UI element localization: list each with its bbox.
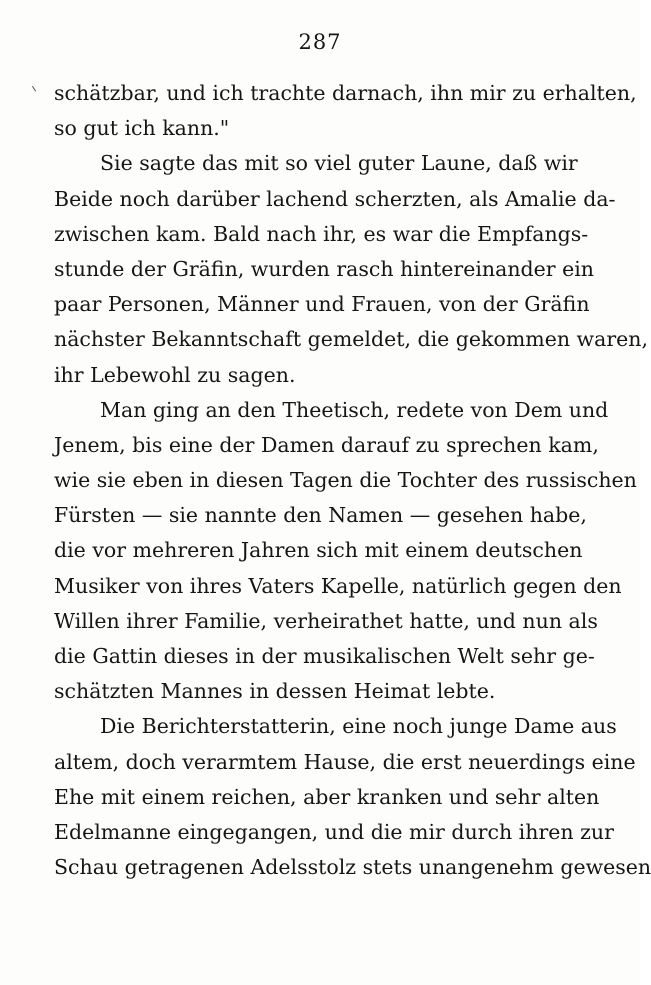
text-line: nächster Bekanntschaft gemeldet, die gekommen waren, — [54, 327, 648, 352]
text-line: Edelmanne eingegangen, und die mir durch ihren zur — [54, 819, 614, 844]
text-line: Sie sagte das mit so viel guter Laune, daß wir — [100, 151, 578, 176]
text-line: Ehe mit einem reichen, aber kranken und sehr alten — [54, 784, 600, 809]
text-line: Fürsten — sie nannte den Namen — gesehen habe, — [54, 503, 587, 528]
text-line: Beide noch darüber lachend scherzten, als Amalie da- — [54, 186, 616, 211]
text-line: Schau getragenen Adelsstolz stets unangenehm gewesen — [54, 855, 651, 880]
text-line: Willen ihrer Familie, verheirathet hatte, und nun als — [54, 608, 598, 633]
text-line: schätzbar, und ich trachte darnach, ihn mir zu erhalten, — [54, 81, 637, 105]
body-text — [54, 76, 651, 885]
text-line: ihr Lebewohl zu sagen. — [54, 362, 296, 387]
text-line: so gut ich kann." — [54, 116, 230, 141]
text-line: stunde der Gräfin, wurden rasch hintereinander ein — [54, 256, 594, 281]
text-line: Jenem, bis eine der Damen darauf zu sprechen kam, — [54, 432, 599, 457]
text-line: wie sie eben in diesen Tagen die Tochter des russischen — [54, 468, 637, 493]
text-line: die Gattin dieses in der musikalischen Welt sehr ge- — [54, 644, 595, 668]
text-line: Die Berichterstatterin, eine noch junge Dame aus — [100, 714, 617, 739]
text-line: Musiker von ihres Vaters Kapelle, natürlich gegen den — [54, 573, 622, 598]
text-line: zwischen kam. Bald nach ihr, es war die Empfangs- — [54, 221, 589, 246]
text-line: Man ging an den Theetisch, redete von Dem und — [100, 397, 609, 422]
text-line: paar Personen, Männer und Frauen, von der Gräfin — [54, 292, 590, 317]
text-line: altem, doch verarmtem Hause, die erst neuerdings eine — [54, 749, 636, 774]
page-number: 287 — [298, 30, 342, 54]
margin-mark — [32, 83, 41, 92]
text-line: schätzten Mannes in dessen Heimat lebte. — [54, 679, 496, 704]
text-line: die vor mehreren Jahren sich mit einem deutschen — [54, 538, 583, 563]
